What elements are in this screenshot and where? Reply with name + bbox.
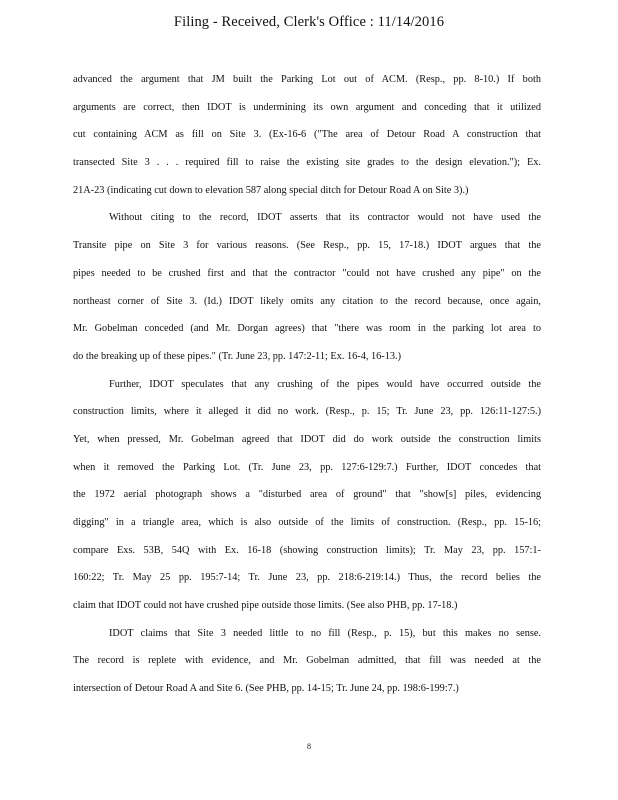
text-line: Mr. Gobelman conceded (and Mr. Dorgan agrees) that "there was room in the parking lot area to: [73, 323, 541, 335]
text-line: digging" in a triangle area, which is also outside of the limits of construction. (Resp., pp. 15-16;: [73, 517, 541, 528]
text-line: construction limits, where it alleged it did no work. (Resp., p. 15; Tr. June 23, pp. 126:11-127:5.): [73, 406, 541, 418]
text-line: do the breaking up of these pipes." (Tr. June 23, pp. 147:2-11; Ex. 16-4, 16-13.): [73, 350, 402, 362]
text-line: Further, IDOT speculates that any crushing of the pipes would have occurred outside the: [109, 378, 541, 390]
text-line: intersection of Detour Road A and Site 6. (See PHB, pp. 14-15; Tr. June 24, pp. 198:6-199:7.): [73, 683, 459, 695]
text-line: IDOT claims that Site 3 needed little to no fill (Resp., p. 15), but this makes no sense.: [109, 627, 541, 639]
text-line: 160:22; Tr. May 25 pp. 195:7-14; Tr. June 23, pp. 218:6-219:14.) Thus, the record belies the: [73, 572, 541, 584]
text-line: Without citing to the record, IDOT asserts that its contractor would not have used the: [109, 212, 541, 224]
text-line: the 1972 aerial photograph shows a "disturbed area of ground" that "show[s] piles, evidencing: [73, 489, 541, 501]
filing-stamp-header: Filing - Received, Clerk's Office : 11/14/2016: [173, 14, 445, 30]
text-line: advanced the argument that JM built the Parking Lot out of ACM. (Resp., pp. 8-10.) If both: [73, 74, 541, 85]
text-line: claim that IDOT could not have crushed pipe outside those limits. (See also PHB, pp. 17-18.): [73, 600, 458, 612]
document-body: [73, 66, 541, 703]
text-line: arguments are correct, then IDOT is undermining its own argument and conceding that it utilized: [73, 101, 541, 113]
text-line: when it removed the Parking Lot. (Tr. June 23, pp. 127:6-129:7.) Further, IDOT concedes that: [73, 461, 541, 473]
text-line: Yet, when pressed, Mr. Gobelman agreed that IDOT did do work outside the construction limits: [73, 433, 541, 445]
text-line: The record is replete with evidence, and Mr. Gobelman admitted, that fill was needed at the: [73, 655, 541, 667]
text-line: transected Site 3 . . . required fill to raise the existing site grades to the design elevation."); Ex.: [73, 157, 541, 169]
text-line: northeast corner of Site 3. (Id.) IDOT likely omits any citation to the record because, once again,: [73, 295, 541, 307]
page-number: 8: [307, 742, 311, 751]
text-line: 21A-23 (indicating cut down to elevation 587 along special ditch for Detour Road A on Site 3).): [73, 184, 469, 196]
text-line: pipes needed to be crushed first and that the contractor "could not have crushed any pipe" on the: [73, 267, 541, 279]
text-line: Transite pipe on Site 3 for various reasons. (See Resp., pp. 15, 17-18.) IDOT argues that the: [73, 240, 541, 252]
text-line: cut containing ACM as fill on Site 3. (Ex-16-6 ("The area of Detour Road A construction that: [73, 129, 541, 141]
text-line: compare Exs. 53B, 54Q with Ex. 16-18 (showing construction limits); Tr. May 23, pp. 157:1-: [73, 544, 541, 556]
